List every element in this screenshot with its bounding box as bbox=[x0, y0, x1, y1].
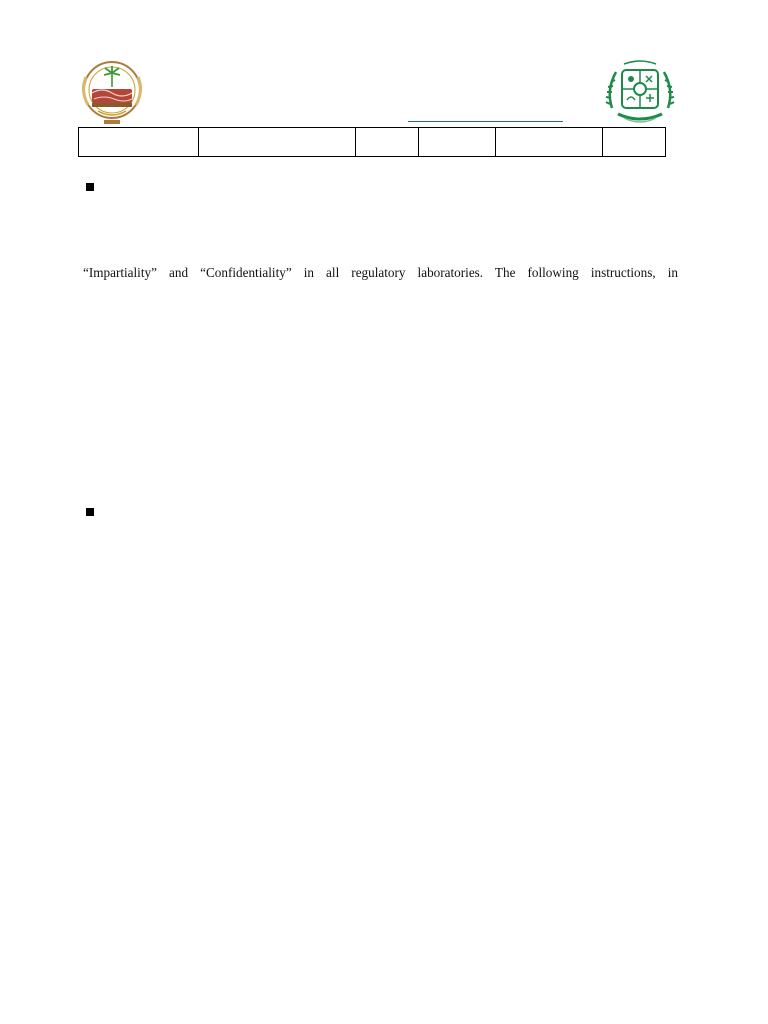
table-cell bbox=[199, 128, 356, 157]
table-cell bbox=[603, 128, 666, 157]
table-row bbox=[79, 128, 666, 157]
header-table bbox=[78, 127, 666, 157]
square-bullet-icon bbox=[86, 183, 94, 191]
table-cell bbox=[79, 128, 199, 157]
institute-seal-icon bbox=[74, 57, 150, 129]
body-text-line: “Impartiality” and “Confidentiality” in all regulatory laboratories. The following instructions, in bbox=[83, 265, 678, 280]
hyperlink-underline[interactable] bbox=[408, 121, 563, 122]
table-cell bbox=[496, 128, 603, 157]
square-bullet-icon bbox=[86, 508, 94, 516]
table-cell bbox=[356, 128, 419, 157]
government-emblem-icon bbox=[602, 58, 678, 128]
table-cell bbox=[419, 128, 496, 157]
